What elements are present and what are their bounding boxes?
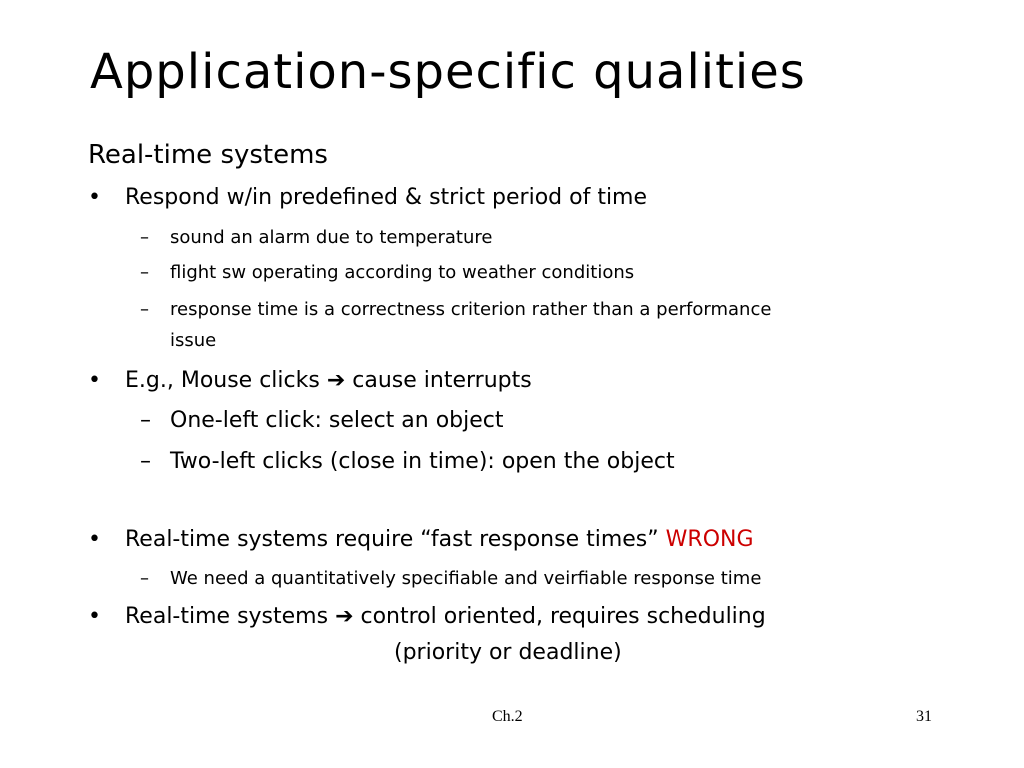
sub-item-text: response time is a correctness criterion rather than a performance [170, 299, 772, 320]
bullet-mark: • [88, 604, 101, 629]
dash-mark: – [140, 449, 151, 474]
dash-mark: – [140, 262, 149, 283]
bullet-mark: • [88, 527, 101, 552]
bullet-continuation: (priority or deadline) [394, 640, 622, 665]
right-arrow-icon: ➔ [335, 604, 354, 629]
bullet-text-before: Real-time systems [125, 604, 329, 629]
bullet-mark: • [88, 368, 101, 393]
bullet-text-before: E.g., Mouse clicks [125, 368, 320, 393]
bullet-mark: • [88, 185, 101, 210]
sub-item-text: Two-left clicks (close in time): open the object [170, 449, 675, 474]
footer-page-number: 31 [916, 708, 932, 725]
sub-item-text: One-left click: select an object [170, 408, 504, 433]
dash-mark: – [140, 408, 151, 433]
bullet-text-after: cause interrupts [352, 368, 532, 393]
wrong-label: WRONG [665, 527, 754, 552]
sub-item-text: sound an alarm due to temperature [170, 227, 493, 248]
footer-chapter: Ch.2 [492, 708, 523, 725]
slide-title: Application-specific qualities [90, 44, 806, 100]
sub-item-text: We need a quantitatively specifiable and veirfiable response time [170, 568, 762, 589]
section-heading: Real-time systems [88, 140, 328, 170]
dash-mark: – [140, 568, 149, 589]
sub-item-response-continued: issue [170, 330, 217, 351]
bullet-text [125, 368, 532, 393]
bullet-text [125, 604, 766, 629]
bullet-text: Respond w/in predefined & strict period of time [125, 185, 648, 210]
dash-mark: – [140, 227, 149, 248]
right-arrow-icon: ➔ [326, 368, 346, 393]
sub-item-text: flight sw operating according to weather conditions [170, 262, 635, 283]
bullet-text-main: Real-time systems require “fast response times” [125, 527, 659, 552]
dash-mark: – [140, 299, 149, 320]
bullet-text-after: control oriented, requires scheduling [360, 604, 766, 629]
bullet-text [125, 527, 754, 552]
